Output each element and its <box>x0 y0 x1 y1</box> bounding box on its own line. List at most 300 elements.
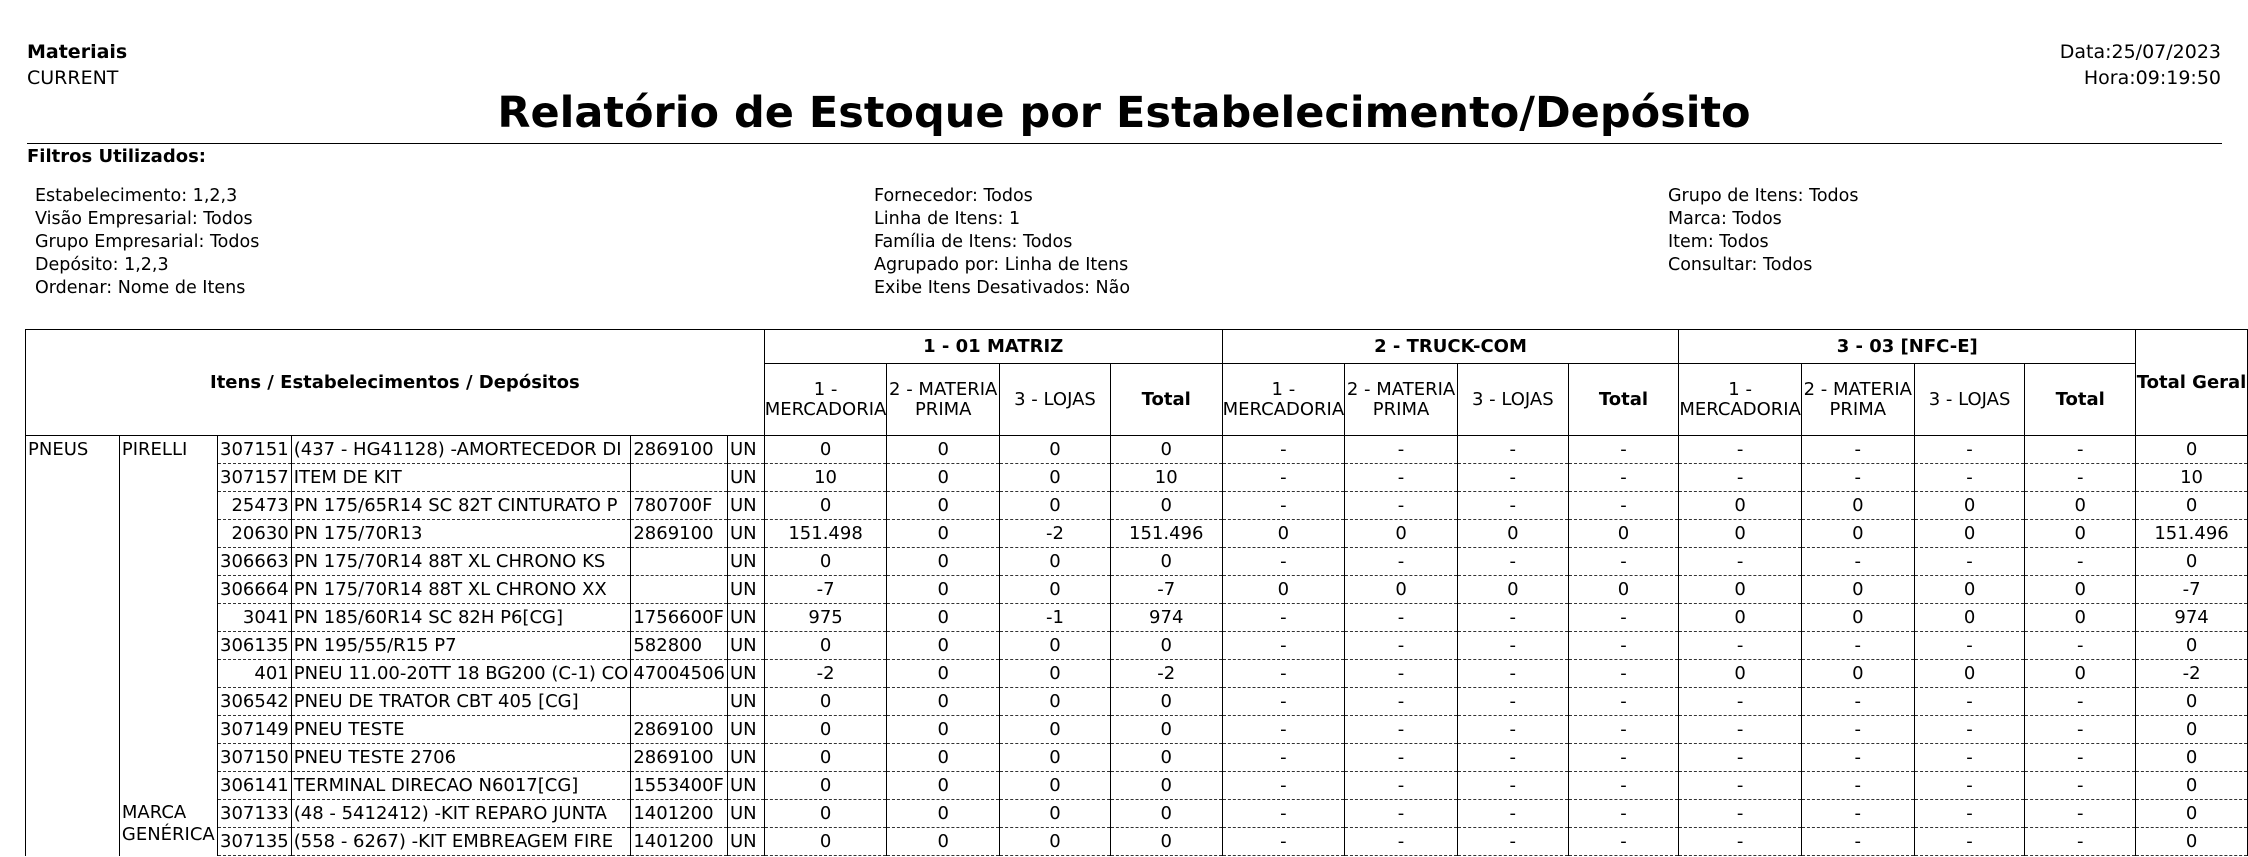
qty-cell: - <box>1801 716 1914 744</box>
item-unit: UN <box>727 688 764 716</box>
qty-cell: - <box>1222 828 1345 856</box>
qty-cell: 0 <box>764 772 887 800</box>
group-cell: PNEUS <box>26 436 120 856</box>
item-reference: 1401200 <box>631 828 728 856</box>
report-time: Hora:09:19:50 <box>2083 67 2221 89</box>
qty-cell: 0 <box>1801 604 1914 632</box>
qty-cell: 0 <box>1000 772 1111 800</box>
item-reference <box>631 548 728 576</box>
item-description: ITEM DE KIT <box>291 464 631 492</box>
qty-cell: - <box>1679 688 1802 716</box>
qty-cell: - <box>1222 744 1345 772</box>
qty-cell: - <box>2025 632 2136 660</box>
qty-cell: 0 <box>1000 576 1111 604</box>
qty-cell: 0 <box>1679 520 1802 548</box>
qty-cell: - <box>1801 436 1914 464</box>
qty-cell: 0 <box>1110 800 1222 828</box>
qty-cell: -2 <box>1000 520 1111 548</box>
grand-total-cell: 0 <box>2136 716 2248 744</box>
item-reference: 47004506 <box>631 660 728 688</box>
qty-cell: - <box>1568 828 1679 856</box>
establishment-header: 3 - 03 [NFC-E] <box>1679 330 2136 364</box>
grand-total-cell: 0 <box>2136 492 2248 520</box>
qty-cell: - <box>1568 632 1679 660</box>
item-unit: UN <box>727 520 764 548</box>
qty-cell: - <box>1914 828 2025 856</box>
item-code: 20630 <box>217 520 291 548</box>
qty-cell: 0 <box>887 576 1000 604</box>
qty-cell: - <box>1568 800 1679 828</box>
grand-total-cell: -2 <box>2136 660 2248 688</box>
item-description: PNEU 11.00-20TT 18 BG200 (C-1) CO <box>291 660 631 688</box>
table-row <box>26 604 2248 632</box>
filter-item: Depósito: 1,2,3 <box>35 255 169 275</box>
qty-cell: -2 <box>1110 660 1222 688</box>
qty-cell: - <box>1801 772 1914 800</box>
qty-cell: - <box>2025 716 2136 744</box>
item-unit: UN <box>727 660 764 688</box>
qty-cell: - <box>1679 436 1802 464</box>
filters-col-2 <box>874 185 1130 300</box>
item-reference <box>631 576 728 604</box>
item-unit: UN <box>727 436 764 464</box>
filter-item: Visão Empresarial: Todos <box>35 209 253 229</box>
qty-cell: 0 <box>887 744 1000 772</box>
qty-cell: - <box>1345 660 1458 688</box>
deposit-header: 2 - MATERIA PRIMA <box>1801 364 1914 436</box>
qty-cell: - <box>1679 548 1802 576</box>
qty-cell: 0 <box>764 492 887 520</box>
item-description: PN 175/65R14 SC 82T CINTURATO P <box>291 492 631 520</box>
qty-cell: - <box>1457 632 1568 660</box>
qty-cell: - <box>1457 744 1568 772</box>
deposit-header: 1 - MERCADORIA <box>1679 364 1802 436</box>
qty-cell: - <box>1222 464 1345 492</box>
item-code: 307135 <box>217 828 291 856</box>
qty-cell: - <box>1679 716 1802 744</box>
deposit-header: Total <box>1568 364 1679 436</box>
item-code: 3041 <box>217 604 291 632</box>
qty-cell: 0 <box>887 632 1000 660</box>
qty-cell: - <box>1801 548 1914 576</box>
qty-cell: - <box>1222 632 1345 660</box>
grand-total-cell: 0 <box>2136 436 2248 464</box>
item-code: 307151 <box>217 436 291 464</box>
table-row <box>26 576 2248 604</box>
qty-cell: 151.496 <box>1110 520 1222 548</box>
qty-cell: 0 <box>2025 576 2136 604</box>
item-code: 306135 <box>217 632 291 660</box>
qty-cell: 0 <box>1914 660 2025 688</box>
grand-total-cell: 10 <box>2136 464 2248 492</box>
qty-cell: - <box>1568 660 1679 688</box>
qty-cell: 0 <box>1000 828 1111 856</box>
qty-cell: - <box>1457 688 1568 716</box>
item-description: PN 195/55/R15 P7 <box>291 632 631 660</box>
qty-cell: 10 <box>764 464 887 492</box>
grand-total-cell: 0 <box>2136 828 2248 856</box>
qty-cell: 0 <box>1110 688 1222 716</box>
qty-cell: 0 <box>887 716 1000 744</box>
qty-cell: 0 <box>887 548 1000 576</box>
qty-cell: - <box>1914 464 2025 492</box>
grand-total-cell: 0 <box>2136 632 2248 660</box>
qty-cell: - <box>1345 436 1458 464</box>
filter-item: Grupo Empresarial: Todos <box>35 232 260 252</box>
qty-cell: - <box>1679 772 1802 800</box>
qty-cell: - <box>1222 772 1345 800</box>
item-code: 307150 <box>217 744 291 772</box>
qty-cell: 0 <box>1000 688 1111 716</box>
table-row <box>26 688 2248 716</box>
qty-cell: 0 <box>764 688 887 716</box>
qty-cell: 0 <box>1801 492 1914 520</box>
grand-total-header: Total Geral <box>2136 330 2248 436</box>
filters-col-1 <box>35 185 259 300</box>
qty-cell: - <box>1801 688 1914 716</box>
deposit-header: 2 - MATERIA PRIMA <box>887 364 1000 436</box>
deposit-header: 3 - LOJAS <box>1000 364 1111 436</box>
qty-cell: 0 <box>1679 660 1802 688</box>
qty-cell: 0 <box>887 492 1000 520</box>
item-reference: 2869100 <box>631 520 728 548</box>
qty-cell: 0 <box>764 632 887 660</box>
qty-cell: - <box>1457 716 1568 744</box>
filter-item: Marca: Todos <box>1668 209 1782 229</box>
qty-cell: - <box>1345 632 1458 660</box>
item-description: PN 175/70R14 88T XL CHRONO XX <box>291 576 631 604</box>
deposit-header: 1 - MERCADORIA <box>764 364 887 436</box>
qty-cell: - <box>1801 828 1914 856</box>
filters-title: Filtros Utilizados: <box>27 146 206 167</box>
deposit-header: 3 - LOJAS <box>1914 364 2025 436</box>
filter-item: Grupo de Itens: Todos <box>1668 186 1859 206</box>
item-description: PNEU TESTE 2706 <box>291 744 631 772</box>
qty-cell: - <box>1801 800 1914 828</box>
item-description: PN 175/70R13 <box>291 520 631 548</box>
filter-item: Linha de Itens: 1 <box>874 209 1021 229</box>
deposit-header: 3 - LOJAS <box>1457 364 1568 436</box>
brand-cell: PIRELLI <box>119 436 217 800</box>
qty-cell: - <box>1568 492 1679 520</box>
qty-cell: - <box>1457 548 1568 576</box>
qty-cell: - <box>1457 604 1568 632</box>
qty-cell: - <box>1457 492 1568 520</box>
qty-cell: 0 <box>1110 632 1222 660</box>
filter-item: Ordenar: Nome de Itens <box>35 278 246 298</box>
qty-cell: 0 <box>1679 576 1802 604</box>
item-code: 306141 <box>217 772 291 800</box>
table-body <box>26 436 2248 856</box>
qty-cell: -7 <box>764 576 887 604</box>
qty-cell: 0 <box>1000 492 1111 520</box>
qty-cell: - <box>1568 436 1679 464</box>
qty-cell: 0 <box>1801 576 1914 604</box>
grand-total-cell: 974 <box>2136 604 2248 632</box>
filter-item: Consultar: Todos <box>1668 255 1813 275</box>
establishment-header: 2 - TRUCK-COM <box>1222 330 1679 364</box>
qty-cell: 0 <box>887 436 1000 464</box>
qty-cell: - <box>1914 436 2025 464</box>
item-reference: 582800 <box>631 632 728 660</box>
qty-cell: 0 <box>764 744 887 772</box>
item-reference: 2869100 <box>631 436 728 464</box>
qty-cell: 0 <box>887 828 1000 856</box>
table-row <box>26 492 2248 520</box>
qty-cell: 10 <box>1110 464 1222 492</box>
qty-cell: - <box>1568 548 1679 576</box>
item-reference: 2869100 <box>631 744 728 772</box>
qty-cell: 151.498 <box>764 520 887 548</box>
table-row <box>26 800 2248 828</box>
qty-cell: - <box>1457 828 1568 856</box>
item-unit: UN <box>727 800 764 828</box>
items-header: Itens / Estabelecimentos / Depósitos <box>26 330 765 436</box>
filter-item: Fornecedor: Todos <box>874 186 1033 206</box>
qty-cell: - <box>1345 464 1458 492</box>
table-row <box>26 744 2248 772</box>
qty-cell: 0 <box>1801 520 1914 548</box>
module-name: Materiais <box>27 41 128 63</box>
qty-cell: 0 <box>1222 520 1345 548</box>
qty-cell: - <box>1914 772 2025 800</box>
qty-cell: 0 <box>1914 520 2025 548</box>
qty-cell: - <box>1679 800 1802 828</box>
qty-cell: - <box>2025 688 2136 716</box>
item-unit: UN <box>727 744 764 772</box>
item-unit: UN <box>727 576 764 604</box>
item-reference <box>631 464 728 492</box>
grand-total-cell: -7 <box>2136 576 2248 604</box>
qty-cell: - <box>1568 716 1679 744</box>
qty-cell: 0 <box>1000 660 1111 688</box>
qty-cell: - <box>2025 800 2136 828</box>
qty-cell: - <box>1222 436 1345 464</box>
qty-cell: - <box>1345 828 1458 856</box>
qty-cell: - <box>1801 632 1914 660</box>
grand-total-cell: 0 <box>2136 800 2248 828</box>
qty-cell: - <box>2025 772 2136 800</box>
qty-cell: 0 <box>1568 576 1679 604</box>
table-row <box>26 716 2248 744</box>
table-row <box>26 464 2248 492</box>
qty-cell: 0 <box>1000 464 1111 492</box>
qty-cell: 0 <box>2025 520 2136 548</box>
qty-cell: - <box>1801 464 1914 492</box>
item-reference: 1401200 <box>631 800 728 828</box>
qty-cell: - <box>1222 716 1345 744</box>
qty-cell: 0 <box>1345 576 1458 604</box>
qty-cell: - <box>1222 800 1345 828</box>
qty-cell: - <box>2025 464 2136 492</box>
table-row <box>26 520 2248 548</box>
qty-cell: 974 <box>1110 604 1222 632</box>
table-row <box>26 660 2248 688</box>
filters-col-3 <box>1668 185 1858 277</box>
item-unit: UN <box>727 716 764 744</box>
qty-cell: 0 <box>1568 520 1679 548</box>
grand-total-cell: 0 <box>2136 744 2248 772</box>
qty-cell: - <box>1222 492 1345 520</box>
grand-total-cell: 151.496 <box>2136 520 2248 548</box>
qty-cell: 0 <box>1345 520 1458 548</box>
qty-cell: -2 <box>764 660 887 688</box>
qty-cell: 0 <box>887 604 1000 632</box>
qty-cell: 0 <box>887 660 1000 688</box>
qty-cell: 0 <box>1914 492 2025 520</box>
qty-cell: - <box>1679 464 1802 492</box>
qty-cell: 0 <box>764 436 887 464</box>
grand-total-cell: 0 <box>2136 548 2248 576</box>
qty-cell: 0 <box>764 716 887 744</box>
qty-cell: - <box>2025 828 2136 856</box>
filter-item: Família de Itens: Todos <box>874 232 1073 252</box>
stock-table <box>25 329 2248 856</box>
item-code: 307157 <box>217 464 291 492</box>
qty-cell: 0 <box>887 772 1000 800</box>
filter-item: Agrupado por: Linha de Itens <box>874 255 1129 275</box>
qty-cell: - <box>1457 436 1568 464</box>
report-title: Relatório de Estoque por Estabelecimento/Depósito <box>497 88 1751 138</box>
brand-cell: MARCA GENÉRICA <box>119 800 217 856</box>
deposit-header: Total <box>2025 364 2136 436</box>
qty-cell: - <box>1914 688 2025 716</box>
qty-cell: 0 <box>1110 548 1222 576</box>
qty-cell: 0 <box>1000 548 1111 576</box>
qty-cell: -7 <box>1110 576 1222 604</box>
item-unit: UN <box>727 548 764 576</box>
qty-cell: 0 <box>1110 436 1222 464</box>
qty-cell: - <box>1345 604 1458 632</box>
item-description: TERMINAL DIRECAO N6017[CG] <box>291 772 631 800</box>
report-date: Data:25/07/2023 <box>2059 41 2221 63</box>
qty-cell: - <box>1345 548 1458 576</box>
item-code: 306542 <box>217 688 291 716</box>
item-code: 307133 <box>217 800 291 828</box>
qty-cell: -1 <box>1000 604 1111 632</box>
qty-cell: - <box>1568 744 1679 772</box>
qty-cell: 0 <box>1110 716 1222 744</box>
qty-cell: 0 <box>1457 520 1568 548</box>
qty-cell: - <box>1568 772 1679 800</box>
qty-cell: 0 <box>2025 492 2136 520</box>
filter-item: Exibe Itens Desativados: Não <box>874 278 1131 298</box>
qty-cell: - <box>1222 548 1345 576</box>
item-code: 306664 <box>217 576 291 604</box>
qty-cell: - <box>1568 688 1679 716</box>
item-code: 306663 <box>217 548 291 576</box>
qty-cell: 0 <box>2025 660 2136 688</box>
qty-cell: - <box>1457 800 1568 828</box>
qty-cell: - <box>2025 436 2136 464</box>
item-code: 401 <box>217 660 291 688</box>
company-name: CURRENT <box>27 67 119 89</box>
qty-cell: - <box>1345 744 1458 772</box>
qty-cell: 0 <box>764 548 887 576</box>
grand-total-cell: 0 <box>2136 688 2248 716</box>
title-rule <box>27 143 2222 144</box>
item-description: PNEU DE TRATOR CBT 405 [CG] <box>291 688 631 716</box>
qty-cell: 0 <box>1110 744 1222 772</box>
item-description: (437 - HG41128) -AMORTECEDOR DI <box>291 436 631 464</box>
item-unit: UN <box>727 604 764 632</box>
item-reference: 1756600F <box>631 604 728 632</box>
qty-cell: - <box>1568 604 1679 632</box>
item-reference: 1553400F <box>631 772 728 800</box>
qty-cell: - <box>1345 800 1458 828</box>
qty-cell: - <box>1222 604 1345 632</box>
item-reference: 780700F <box>631 492 728 520</box>
qty-cell: - <box>1914 716 2025 744</box>
item-unit: UN <box>727 632 764 660</box>
qty-cell: - <box>1457 660 1568 688</box>
qty-cell: 0 <box>887 800 1000 828</box>
filter-item: Estabelecimento: 1,2,3 <box>35 186 238 206</box>
item-code: 25473 <box>217 492 291 520</box>
qty-cell: - <box>1914 744 2025 772</box>
qty-cell: 0 <box>1000 716 1111 744</box>
qty-cell: 0 <box>2025 604 2136 632</box>
qty-cell: 0 <box>1914 576 2025 604</box>
item-description: PNEU TESTE <box>291 716 631 744</box>
item-code: 307149 <box>217 716 291 744</box>
qty-cell: 0 <box>1000 744 1111 772</box>
qty-cell: - <box>1679 632 1802 660</box>
qty-cell: 0 <box>1000 436 1111 464</box>
item-unit: UN <box>727 464 764 492</box>
qty-cell: 0 <box>1914 604 2025 632</box>
qty-cell: 0 <box>1110 828 1222 856</box>
qty-cell: 0 <box>1110 772 1222 800</box>
qty-cell: 0 <box>1679 604 1802 632</box>
table-row <box>26 548 2248 576</box>
qty-cell: 0 <box>1457 576 1568 604</box>
qty-cell: - <box>1679 744 1802 772</box>
establishment-header: 1 - 01 MATRIZ <box>764 330 1222 364</box>
qty-cell: - <box>1914 632 2025 660</box>
deposit-header: Total <box>1110 364 1222 436</box>
deposit-header: 1 - MERCADORIA <box>1222 364 1345 436</box>
qty-cell: 0 <box>887 688 1000 716</box>
qty-cell: 0 <box>1679 492 1802 520</box>
qty-cell: - <box>1345 716 1458 744</box>
qty-cell: 0 <box>1000 632 1111 660</box>
table-row <box>26 632 2248 660</box>
qty-cell: - <box>1568 464 1679 492</box>
qty-cell: 975 <box>764 604 887 632</box>
qty-cell: 0 <box>1801 660 1914 688</box>
item-unit: UN <box>727 828 764 856</box>
qty-cell: - <box>1345 772 1458 800</box>
table-row <box>26 828 2248 856</box>
qty-cell: 0 <box>764 828 887 856</box>
qty-cell: 0 <box>887 520 1000 548</box>
qty-cell: 0 <box>1222 576 1345 604</box>
item-description: PN 175/70R14 88T XL CHRONO KS <box>291 548 631 576</box>
qty-cell: 0 <box>764 800 887 828</box>
qty-cell: - <box>2025 548 2136 576</box>
table-row <box>26 772 2248 800</box>
qty-cell: - <box>1914 800 2025 828</box>
qty-cell: - <box>1914 548 2025 576</box>
grand-total-cell: 0 <box>2136 772 2248 800</box>
item-unit: UN <box>727 772 764 800</box>
item-reference: 2869100 <box>631 716 728 744</box>
qty-cell: - <box>1222 688 1345 716</box>
qty-cell: - <box>2025 744 2136 772</box>
qty-cell: - <box>1679 828 1802 856</box>
qty-cell: 0 <box>1000 800 1111 828</box>
